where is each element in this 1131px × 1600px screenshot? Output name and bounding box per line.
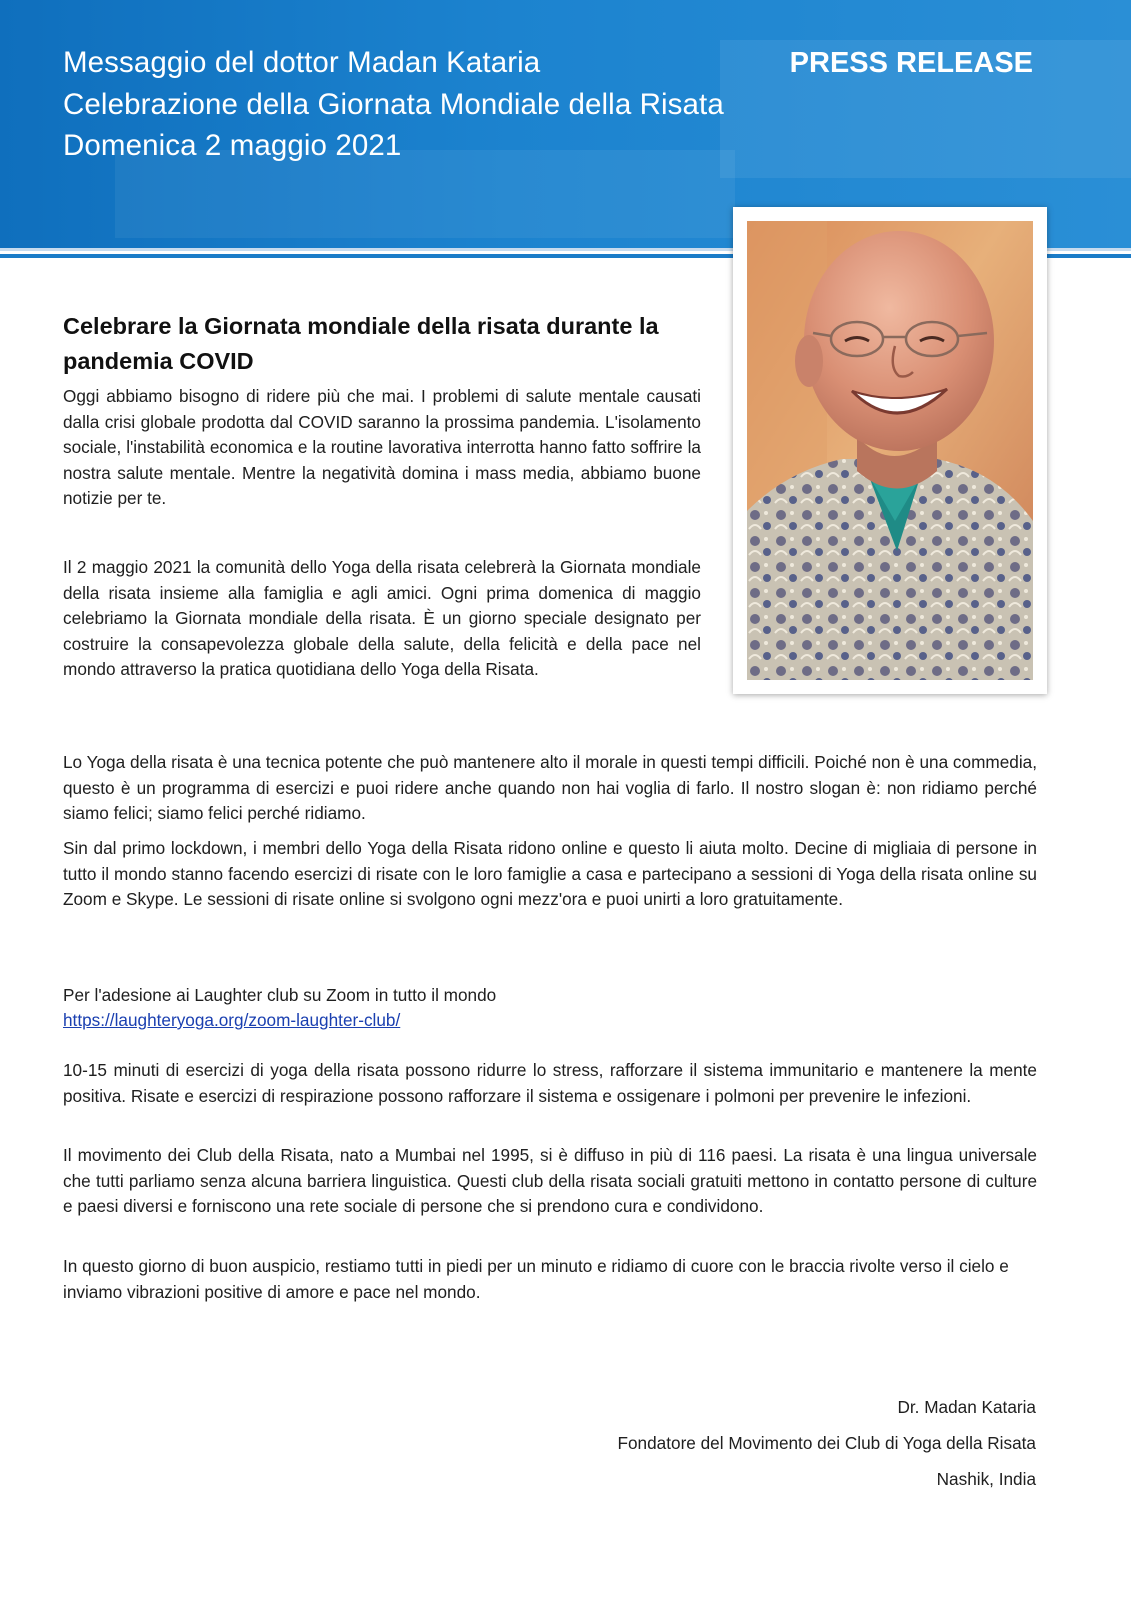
article-paragraph: Oggi abbiamo bisogno di ridere più che mai. I problemi di salute mentale causati dalla crisi globale prodotta dal COVID saranno la prossima pandemia. L'isolamento sociale, l'instabilità economica e la routine lavorativa interrotta hanno fatto soffrire la nostra salute mentale. Mentre la negatività domina i mass media, abbiamo buone notizie per te. bbox=[63, 386, 701, 509]
portrait-illustration bbox=[747, 221, 1033, 680]
signature-role: Fondatore del Movimento dei Club di Yoga della Risata bbox=[617, 1433, 1036, 1453]
portrait-photo bbox=[733, 207, 1047, 694]
article-paragraph: Sin dal primo lockdown, i membri dello Yoga della Risata ridono online e questo li aiuta molto. Decine di migliaia di persone in tutto il mondo stanno facendo esercizi di risate con le loro famiglie a casa e partecipano a sessioni di Yoga della risata online su Zoom e Skype. Le sessioni di risate online si svolgono ogni mezz'ora e puoi unirti a loro gratuitamente. bbox=[63, 838, 1037, 910]
header-title-line: Celebrazione della Giornata Mondiale della Risata bbox=[63, 87, 724, 121]
article-heading: Celebrare la Giornata mondiale della risata durante la pandemia COVID bbox=[63, 313, 659, 374]
header-title bbox=[63, 42, 783, 167]
header-title-line: Domenica 2 maggio 2021 bbox=[63, 129, 402, 162]
article-paragraph: Il movimento dei Club della Risata, nato a Mumbai nel 1995, si è diffuso in più di 116 paesi. La risata è una lingua universale che tutti parliamo senza alcuna barriera linguistica. Questi club della risata sociali gratuiti mettono in contatto persone di culture e paesi diversi e forniscono una rete sociale di persone che si prendono cura e condividono. bbox=[63, 1145, 1037, 1217]
header-title-line: Messaggio del dottor Madan Kataria bbox=[63, 46, 541, 79]
article-paragraph: In questo giorno di buon auspicio, restiamo tutti in piedi per un minuto e ridiamo di cuore con le braccia rivolte verso il cielo e inviamo vibrazioni positive di amore e pace nel mondo. bbox=[63, 1256, 1009, 1302]
signature-name: Dr. Madan Kataria bbox=[897, 1397, 1036, 1417]
article-paragraph: Lo Yoga della risata è una tecnica potente che può mantenere alto il morale in questi tempi difficili. Poiché non è una commedia, questo è un programma di esercizi e puoi ridere anche quando non hai voglia di farlo. Il nostro slogan è: non ridiamo perché siamo felici; siamo felici perché ridiamo. bbox=[63, 752, 1037, 824]
article-paragraph: 10-15 minuti di esercizi di yoga della risata possono ridurre lo stress, rafforzare il sistema immunitario e mantenere la mente positiva. Risate e esercizi di respirazione possono rafforzare il sistema e ossigenare i polmoni per prevenire le infezioni. bbox=[63, 1060, 1037, 1106]
zoom-club-link[interactable]: https://laughteryoga.org/zoom-laughter-club/ bbox=[63, 1010, 401, 1030]
article-paragraph: Il 2 maggio 2021 la comunità dello Yoga della risata celebrerà la Giornata mondiale della risata insieme alla famiglia e agli amici. Ogni prima domenica di maggio celebriamo la Giornata mondiale della risata. È un giorno speciale designato per costruire la consapevolezza globale della salute, della felicità e della pace nel mondo attraverso la pratica quotidiana dello Yoga della Risata. bbox=[63, 557, 701, 680]
zoom-intro: Per l'adesione ai Laughter club su Zoom in tutto il mondo bbox=[63, 985, 497, 1005]
press-release-badge: PRESS RELEASE bbox=[789, 47, 1033, 79]
signature-place: Nashik, India bbox=[936, 1469, 1036, 1489]
